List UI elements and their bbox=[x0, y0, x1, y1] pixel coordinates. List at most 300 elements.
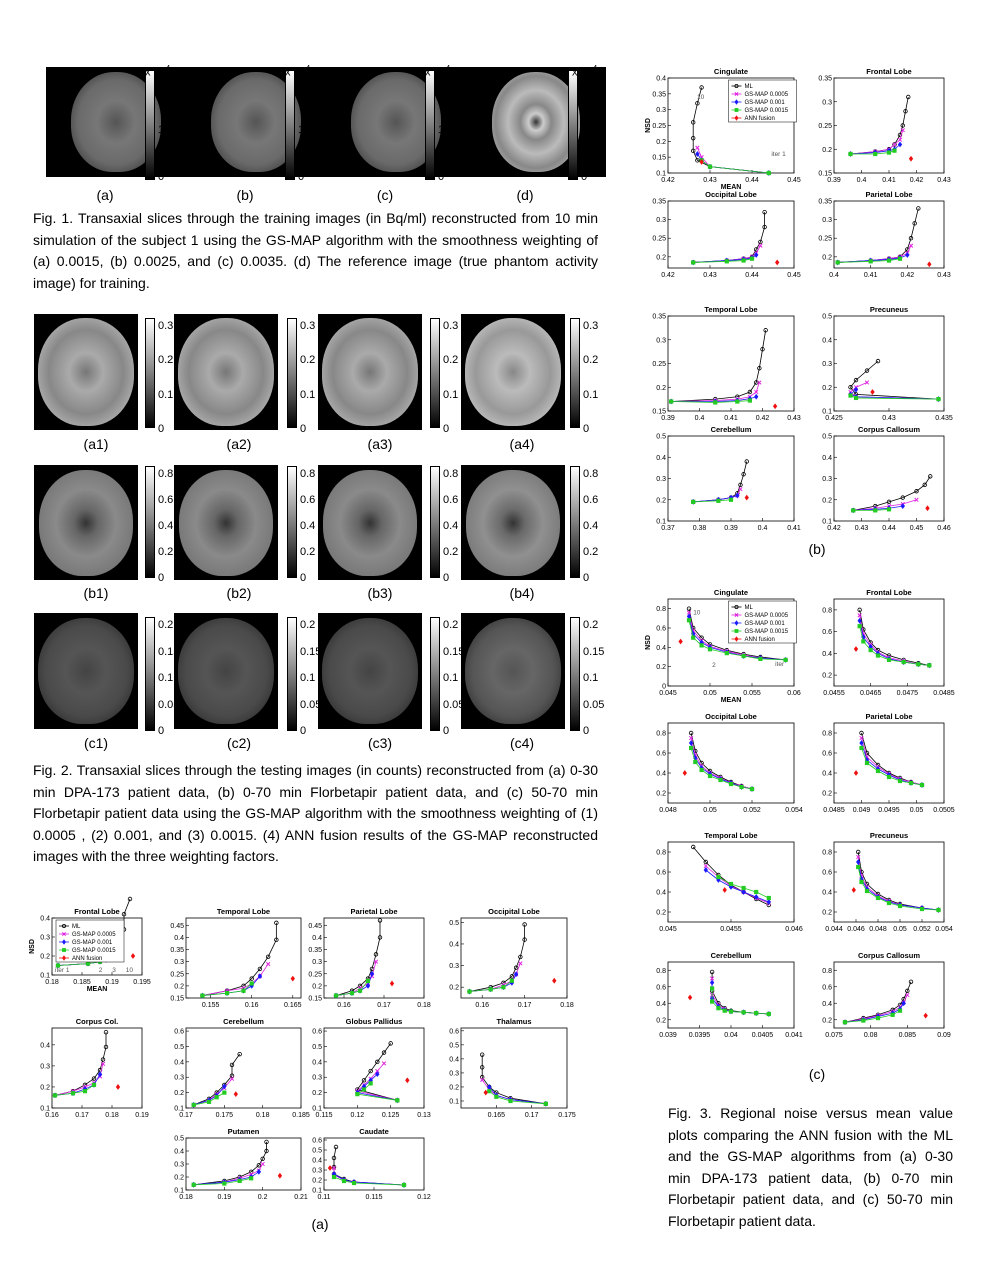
legend-label: ANN fusion bbox=[744, 116, 775, 123]
data-point bbox=[860, 880, 864, 884]
x-tick-label: 0.19 bbox=[105, 979, 119, 986]
data-point bbox=[849, 394, 853, 398]
data-point bbox=[725, 651, 729, 655]
colorbar bbox=[287, 318, 297, 428]
y-tick-label: 0.35 bbox=[170, 947, 184, 955]
x-tick-label: 0.39 bbox=[827, 177, 841, 184]
data-point bbox=[767, 896, 771, 900]
chart-title: Cerebellum bbox=[710, 425, 752, 434]
colorbar-tick: 0.4 bbox=[158, 520, 174, 532]
y-tick-label: 0.4 bbox=[174, 934, 184, 942]
y-tick-label: 0.2 bbox=[174, 1090, 184, 1098]
data-point bbox=[876, 654, 880, 658]
data-point bbox=[717, 1006, 721, 1010]
brain-image bbox=[34, 613, 138, 729]
data-point bbox=[745, 495, 749, 500]
colorbar bbox=[145, 466, 155, 578]
y-tick-label: 0.3 bbox=[656, 476, 666, 483]
data-point bbox=[691, 500, 695, 504]
y-tick-label: 0.6 bbox=[449, 1028, 459, 1036]
y-tick-label: 0.4 bbox=[449, 1056, 459, 1064]
plot-frame bbox=[186, 1028, 301, 1108]
data-point bbox=[856, 865, 860, 869]
x-tick-label: 0.115 bbox=[365, 1194, 383, 1201]
annotation: 10 bbox=[696, 93, 705, 101]
x-tick-label: 0.42 bbox=[827, 525, 841, 532]
annotation: 2 bbox=[712, 661, 716, 669]
data-point bbox=[223, 1091, 227, 1095]
colorbar-tick: 0.2 bbox=[443, 354, 459, 367]
data-point bbox=[509, 1099, 513, 1103]
chart-c-cerebellum bbox=[642, 950, 803, 1040]
y-tick-label: 0.45 bbox=[170, 922, 184, 930]
data-point bbox=[704, 868, 708, 873]
data-point bbox=[487, 1089, 491, 1093]
colorbar-tick: 0 bbox=[298, 171, 305, 183]
chart-title: Precuneus bbox=[869, 305, 909, 314]
y-tick-label: 0.35 bbox=[652, 91, 666, 99]
x-tick-label: 0.42 bbox=[755, 415, 770, 422]
y-tick-label: 0.4 bbox=[656, 770, 666, 778]
x-tick-label: 0.05 bbox=[909, 807, 924, 814]
data-point bbox=[852, 888, 856, 893]
data-point bbox=[742, 259, 746, 263]
colorbar-tick: 0.05 bbox=[158, 698, 180, 711]
data-point bbox=[192, 1103, 196, 1107]
y-tick-label: 0.6 bbox=[822, 750, 832, 758]
y-tick-label: 0.2 bbox=[174, 1174, 184, 1182]
colorbar-tick: 0.4 bbox=[300, 520, 316, 532]
data-point bbox=[928, 664, 932, 668]
data-point bbox=[689, 746, 693, 750]
x-tick-label: 0.125 bbox=[381, 1112, 400, 1119]
series-line bbox=[862, 748, 923, 785]
x-tick-label: 0.18 bbox=[417, 1002, 431, 1009]
x-tick-label: 0.18 bbox=[105, 1112, 119, 1119]
data-point bbox=[909, 244, 913, 248]
plot-frame bbox=[668, 201, 794, 268]
y-tick-label: 0.5 bbox=[449, 919, 459, 927]
y-tick-label: 0.15 bbox=[652, 408, 666, 416]
data-point bbox=[131, 954, 135, 959]
series-line bbox=[845, 1003, 904, 1022]
colorbar-tick: 0.8 bbox=[300, 468, 316, 480]
y-tick-label: 0.6 bbox=[656, 750, 666, 758]
chart-a-occipital-lobe bbox=[435, 906, 573, 1010]
chart-a-frontal-lobe bbox=[26, 906, 151, 993]
y-tick-label: 0.4 bbox=[822, 770, 832, 778]
brain-image bbox=[34, 465, 138, 580]
plot-frame bbox=[834, 723, 944, 803]
y-tick-label: 0.8 bbox=[822, 849, 832, 857]
x-tick-label: 0.052 bbox=[913, 926, 931, 933]
colorbar-tick: 0 bbox=[300, 725, 307, 737]
data-point bbox=[332, 1175, 336, 1179]
y-tick-label: 0.6 bbox=[656, 625, 666, 633]
series-line bbox=[860, 610, 930, 665]
plot-frame bbox=[834, 599, 944, 686]
x-tick-label: 0.19 bbox=[135, 1112, 149, 1119]
data-point bbox=[215, 1095, 219, 1099]
y-tick-label: 0.8 bbox=[822, 967, 832, 975]
colorbar-tick: 0 bbox=[158, 572, 165, 584]
chart-b-frontal-lobe bbox=[808, 66, 950, 185]
data-point bbox=[869, 648, 873, 652]
y-tick-label: 0.4 bbox=[40, 1042, 50, 1050]
y-tick-label: 0.5 bbox=[174, 1135, 184, 1143]
y-tick-label: 0.2 bbox=[449, 1084, 459, 1092]
x-tick-label: 0.175 bbox=[215, 1112, 234, 1119]
data-point bbox=[902, 660, 906, 664]
y-tick-label: 0.2 bbox=[656, 254, 666, 262]
y-tick-label: 0.35 bbox=[652, 198, 666, 206]
y-tick-label: 0.5 bbox=[656, 433, 666, 441]
x-tick-label: 0.43 bbox=[937, 272, 951, 279]
x-tick-label: 0.16 bbox=[337, 1002, 351, 1009]
x-axis-label: MEAN bbox=[720, 697, 742, 704]
data-point bbox=[362, 1088, 366, 1092]
data-point bbox=[920, 783, 924, 787]
data-point bbox=[773, 404, 777, 409]
x-tick-label: 0.12 bbox=[350, 1112, 365, 1119]
data-point bbox=[334, 994, 338, 998]
y-tick-label: 0.1 bbox=[449, 1098, 459, 1106]
chart-a-temporal-lobe bbox=[160, 906, 307, 1010]
x-tick-label: 0.046 bbox=[847, 926, 865, 933]
colorbar-tick: 0.2 bbox=[583, 546, 599, 558]
x-tick-label: 0.42 bbox=[900, 272, 915, 279]
colorbar-tick: 0.6 bbox=[583, 494, 599, 506]
colorbar-exp: x $10^4$ bbox=[572, 64, 598, 79]
series-line bbox=[712, 988, 769, 1014]
x-tick-label: 0.4 bbox=[856, 177, 867, 184]
data-point bbox=[854, 647, 858, 652]
y-tick-label: 0.5 bbox=[822, 433, 832, 441]
data-point bbox=[710, 980, 714, 985]
y-tick-label: 0.6 bbox=[822, 869, 832, 877]
colorbar-tick: 0.05 bbox=[583, 698, 605, 711]
chart-title: Temporal Lobe bbox=[704, 305, 758, 314]
chart-title: Corpus Callosum bbox=[857, 951, 921, 960]
x-axis-label: MEAN bbox=[720, 184, 742, 191]
x-tick-label: 0.0405 bbox=[751, 1032, 774, 1039]
data-point bbox=[887, 901, 891, 905]
chart-title: Temporal Lobe bbox=[704, 831, 758, 840]
y-tick-label: 0.4 bbox=[312, 934, 322, 942]
colorbar bbox=[285, 70, 295, 180]
colorbar-tick: 2 bbox=[581, 78, 588, 90]
data-point bbox=[873, 509, 877, 513]
chart-a-putamen bbox=[160, 1126, 307, 1202]
chart-c-precuneus bbox=[808, 830, 953, 934]
data-point bbox=[876, 769, 880, 773]
chart-b-occipital-lobe bbox=[642, 189, 800, 280]
subfigure-label: (a4) bbox=[509, 436, 535, 452]
subfigure-label: (c) bbox=[376, 187, 394, 203]
colorbar-tick: 0.1 bbox=[158, 672, 174, 684]
y-tick-label: 0.4 bbox=[312, 1157, 322, 1165]
data-point bbox=[906, 993, 910, 997]
series-line bbox=[469, 963, 520, 991]
subfigure-label: (a2) bbox=[226, 436, 252, 452]
fig3c-label: (c) bbox=[808, 1066, 826, 1082]
chart-title: Globus Pallidus bbox=[345, 1017, 403, 1026]
y-tick-label: 0.5 bbox=[174, 1043, 184, 1051]
colorbar-tick: 2 bbox=[158, 78, 165, 90]
x-tick-label: 0.09 bbox=[937, 1032, 951, 1039]
y-tick-label: 0.4 bbox=[40, 915, 50, 923]
x-tick-label: 0.11 bbox=[317, 1194, 331, 1201]
x-tick-label: 0.0485 bbox=[823, 807, 845, 814]
data-point bbox=[887, 259, 891, 263]
chart-legend bbox=[56, 920, 124, 962]
data-point bbox=[238, 1179, 242, 1183]
legend-label: GS-MAP 0.0015 bbox=[744, 629, 789, 636]
legend-label: ANN fusion bbox=[744, 637, 775, 644]
colorbar-tick: 0 bbox=[443, 423, 450, 435]
y-tick-label: 0.6 bbox=[174, 1028, 184, 1036]
data-point bbox=[893, 143, 897, 147]
data-point bbox=[291, 976, 295, 981]
legend-label: GS-MAP 0.001 bbox=[744, 621, 785, 628]
y-tick-label: 0.4 bbox=[656, 1000, 666, 1008]
data-point bbox=[865, 761, 869, 765]
legend-label: GS-MAP 0.001 bbox=[72, 940, 113, 947]
data-point bbox=[893, 149, 897, 153]
y-tick-label: 0.3 bbox=[449, 1070, 459, 1078]
chart-title: Occipital Lobe bbox=[705, 190, 757, 199]
data-point bbox=[729, 498, 733, 502]
x-tick-label: 0.12 bbox=[417, 1194, 431, 1201]
colorbar-tick: 0.3 bbox=[583, 320, 599, 332]
subfigure-label: (b) bbox=[236, 187, 254, 203]
chart-title: Caudate bbox=[359, 1127, 389, 1136]
x-tick-label: 0.17 bbox=[179, 1112, 193, 1119]
x-tick-label: 0.0495 bbox=[878, 807, 900, 814]
y-tick-label: 0.1 bbox=[174, 1105, 184, 1113]
x-tick-label: 0.048 bbox=[659, 807, 677, 814]
y-tick-label: 0.35 bbox=[818, 198, 832, 206]
data-point bbox=[669, 400, 673, 404]
legend-label: ML bbox=[744, 84, 753, 91]
x-tick-label: 0.045 bbox=[659, 690, 677, 697]
x-tick-label: 0.165 bbox=[487, 1112, 506, 1119]
y-tick-label: 0.2 bbox=[656, 1017, 666, 1025]
y-tick-label: 0.3 bbox=[312, 1167, 322, 1175]
x-tick-label: 0.165 bbox=[284, 1002, 302, 1009]
x-tick-label: 0.115 bbox=[315, 1112, 333, 1119]
data-point bbox=[906, 253, 910, 258]
plot-frame bbox=[324, 1138, 424, 1190]
colorbar-tick: 0.15 bbox=[583, 645, 605, 658]
x-tick-label: 0.195 bbox=[133, 979, 151, 986]
data-point bbox=[696, 146, 700, 150]
data-point bbox=[234, 1092, 238, 1097]
data-point bbox=[862, 640, 866, 644]
data-point bbox=[740, 785, 744, 789]
colorbar-tick: 0.2 bbox=[583, 354, 599, 367]
y-tick-label: 0.5 bbox=[312, 1147, 322, 1155]
data-point bbox=[854, 396, 858, 400]
series-line bbox=[194, 1142, 267, 1185]
y-tick-label: 0.3 bbox=[40, 934, 50, 942]
y-tick-label: 0.2 bbox=[656, 790, 666, 798]
data-point bbox=[519, 962, 523, 966]
series-line bbox=[202, 923, 276, 996]
data-point bbox=[278, 1173, 282, 1178]
data-point bbox=[390, 981, 394, 986]
x-tick-label: 0.41 bbox=[882, 177, 896, 184]
x-tick-label: 0.43 bbox=[703, 272, 717, 279]
y-tick-label: 0.1 bbox=[656, 518, 666, 526]
data-point bbox=[468, 990, 472, 994]
data-point bbox=[328, 1166, 332, 1171]
data-point bbox=[750, 257, 754, 261]
y-tick-label: 0.2 bbox=[174, 983, 184, 991]
data-point bbox=[898, 142, 902, 147]
y-tick-label: 0.3 bbox=[312, 1074, 322, 1082]
colorbar-tick: 0.2 bbox=[583, 619, 599, 631]
chart-a-cerebellum bbox=[160, 1016, 310, 1120]
colorbar-tick: 0.3 bbox=[300, 320, 316, 332]
colorbar-tick: 0 bbox=[158, 725, 165, 737]
chart-a-parietal-lobe bbox=[298, 906, 430, 1010]
x-tick-label: 0.0485 bbox=[933, 690, 955, 697]
colorbar-tick: 0 bbox=[443, 572, 450, 584]
data-point bbox=[871, 390, 875, 395]
chart-a-thalamus bbox=[435, 1016, 576, 1120]
colorbar-tick: 0.1 bbox=[583, 388, 599, 401]
colorbar-tick: 0 bbox=[583, 423, 590, 435]
plot-frame bbox=[461, 918, 567, 998]
chart-c-occipital-lobe bbox=[642, 711, 803, 815]
x-tick-label: 0.45 bbox=[909, 525, 924, 532]
y-tick-label: 0.6 bbox=[822, 629, 832, 637]
x-tick-label: 0.0465 bbox=[859, 690, 882, 697]
y-tick-label: 0.8 bbox=[656, 730, 666, 738]
chart-legend bbox=[728, 80, 796, 122]
y-tick-label: 0.4 bbox=[656, 75, 666, 83]
chart-title: Cingulate bbox=[713, 588, 749, 597]
colorbar bbox=[570, 466, 580, 578]
y-tick-label: 0.3 bbox=[822, 99, 832, 107]
y-tick-label: 0.4 bbox=[449, 941, 459, 949]
data-point bbox=[836, 261, 840, 265]
colorbar-exp: x $10^4$ bbox=[285, 64, 311, 79]
data-point bbox=[748, 399, 752, 403]
data-point bbox=[887, 775, 891, 779]
data-point bbox=[926, 506, 930, 511]
x-tick-label: 0.43 bbox=[937, 177, 951, 184]
y-tick-label: 0.2 bbox=[822, 146, 832, 154]
y-tick-label: 0.3 bbox=[449, 963, 459, 971]
colorbar-tick: 0.05 bbox=[443, 698, 465, 711]
data-point bbox=[723, 1009, 727, 1013]
y-tick-label: 0.3 bbox=[174, 1074, 184, 1082]
y-tick-label: 0.6 bbox=[656, 984, 666, 992]
colorbar-tick: 0.2 bbox=[158, 619, 174, 631]
y-axis-label: NSD bbox=[29, 939, 36, 954]
data-point bbox=[937, 908, 941, 912]
data-point bbox=[909, 980, 913, 984]
y-tick-label: 0.3 bbox=[656, 107, 666, 115]
colorbar-exp: x $10^4$ bbox=[145, 64, 171, 79]
data-point bbox=[683, 771, 687, 776]
data-point bbox=[729, 782, 733, 786]
plot-frame bbox=[324, 918, 424, 998]
data-point bbox=[917, 662, 921, 666]
series-line bbox=[697, 154, 768, 173]
chart-b-cingulate bbox=[642, 66, 801, 191]
y-tick-label: 0.1 bbox=[40, 972, 50, 980]
y-tick-label: 0.2 bbox=[822, 497, 832, 505]
chart-a-globus-pallidus bbox=[298, 1016, 430, 1120]
data-point bbox=[342, 1179, 346, 1183]
brain-image bbox=[34, 314, 138, 430]
x-tick-label: 0.054 bbox=[785, 807, 803, 814]
plot-frame bbox=[834, 962, 944, 1028]
data-point bbox=[544, 1102, 548, 1106]
data-point bbox=[266, 962, 270, 966]
data-point bbox=[86, 962, 90, 966]
data-point bbox=[713, 401, 717, 405]
y-tick-label: 0.3 bbox=[656, 337, 666, 345]
y-tick-label: 0.5 bbox=[449, 1042, 459, 1050]
y-tick-label: 0.4 bbox=[656, 454, 666, 462]
data-point bbox=[887, 658, 891, 662]
x-tick-label: 0.155 bbox=[201, 1002, 220, 1009]
colorbar-tick: 1 bbox=[581, 124, 588, 136]
data-point bbox=[767, 171, 771, 175]
data-point bbox=[710, 987, 714, 991]
chart-c-cingulate bbox=[642, 587, 801, 704]
x-tick-label: 0.052 bbox=[743, 807, 761, 814]
brain-image bbox=[326, 67, 466, 177]
y-tick-label: 0.4 bbox=[174, 1148, 184, 1156]
chart-title: Parietal Lobe bbox=[350, 907, 398, 916]
y-tick-label: 0.8 bbox=[822, 730, 832, 738]
colorbar-tick: 0.2 bbox=[300, 619, 316, 631]
brain-image bbox=[461, 613, 565, 729]
x-tick-label: 0.44 bbox=[745, 177, 759, 184]
y-tick-label: 0.2 bbox=[312, 983, 322, 991]
y-tick-label: 0.4 bbox=[656, 889, 666, 897]
data-point bbox=[402, 1183, 406, 1187]
colorbar-tick: 0.1 bbox=[300, 388, 316, 401]
y-tick-label: 0.35 bbox=[818, 75, 832, 83]
chart-title: Frontal Lobe bbox=[866, 67, 912, 76]
data-point bbox=[858, 624, 862, 628]
colorbar-tick: 2 bbox=[298, 78, 305, 90]
chart-title: Corpus Col. bbox=[75, 1017, 119, 1026]
data-point bbox=[750, 787, 754, 791]
x-tick-label: 0.05 bbox=[703, 690, 717, 697]
chart-c-frontal-lobe bbox=[808, 587, 955, 698]
y-tick-label: 0.8 bbox=[656, 967, 666, 975]
y-tick-label: 0.15 bbox=[308, 995, 322, 1003]
x-tick-label: 0.43 bbox=[882, 415, 896, 422]
subfigure-label: (c1) bbox=[83, 735, 109, 751]
x-tick-label: 0.17 bbox=[524, 1112, 539, 1119]
y-tick-label: 0.1 bbox=[656, 170, 666, 178]
data-point bbox=[679, 639, 683, 644]
brain-image bbox=[318, 465, 422, 580]
y-tick-label: 0.1 bbox=[40, 1105, 50, 1113]
data-point bbox=[719, 778, 723, 782]
brain-image bbox=[318, 613, 422, 729]
y-tick-label: 0.8 bbox=[656, 849, 666, 857]
chart-a-caudate bbox=[298, 1126, 430, 1202]
